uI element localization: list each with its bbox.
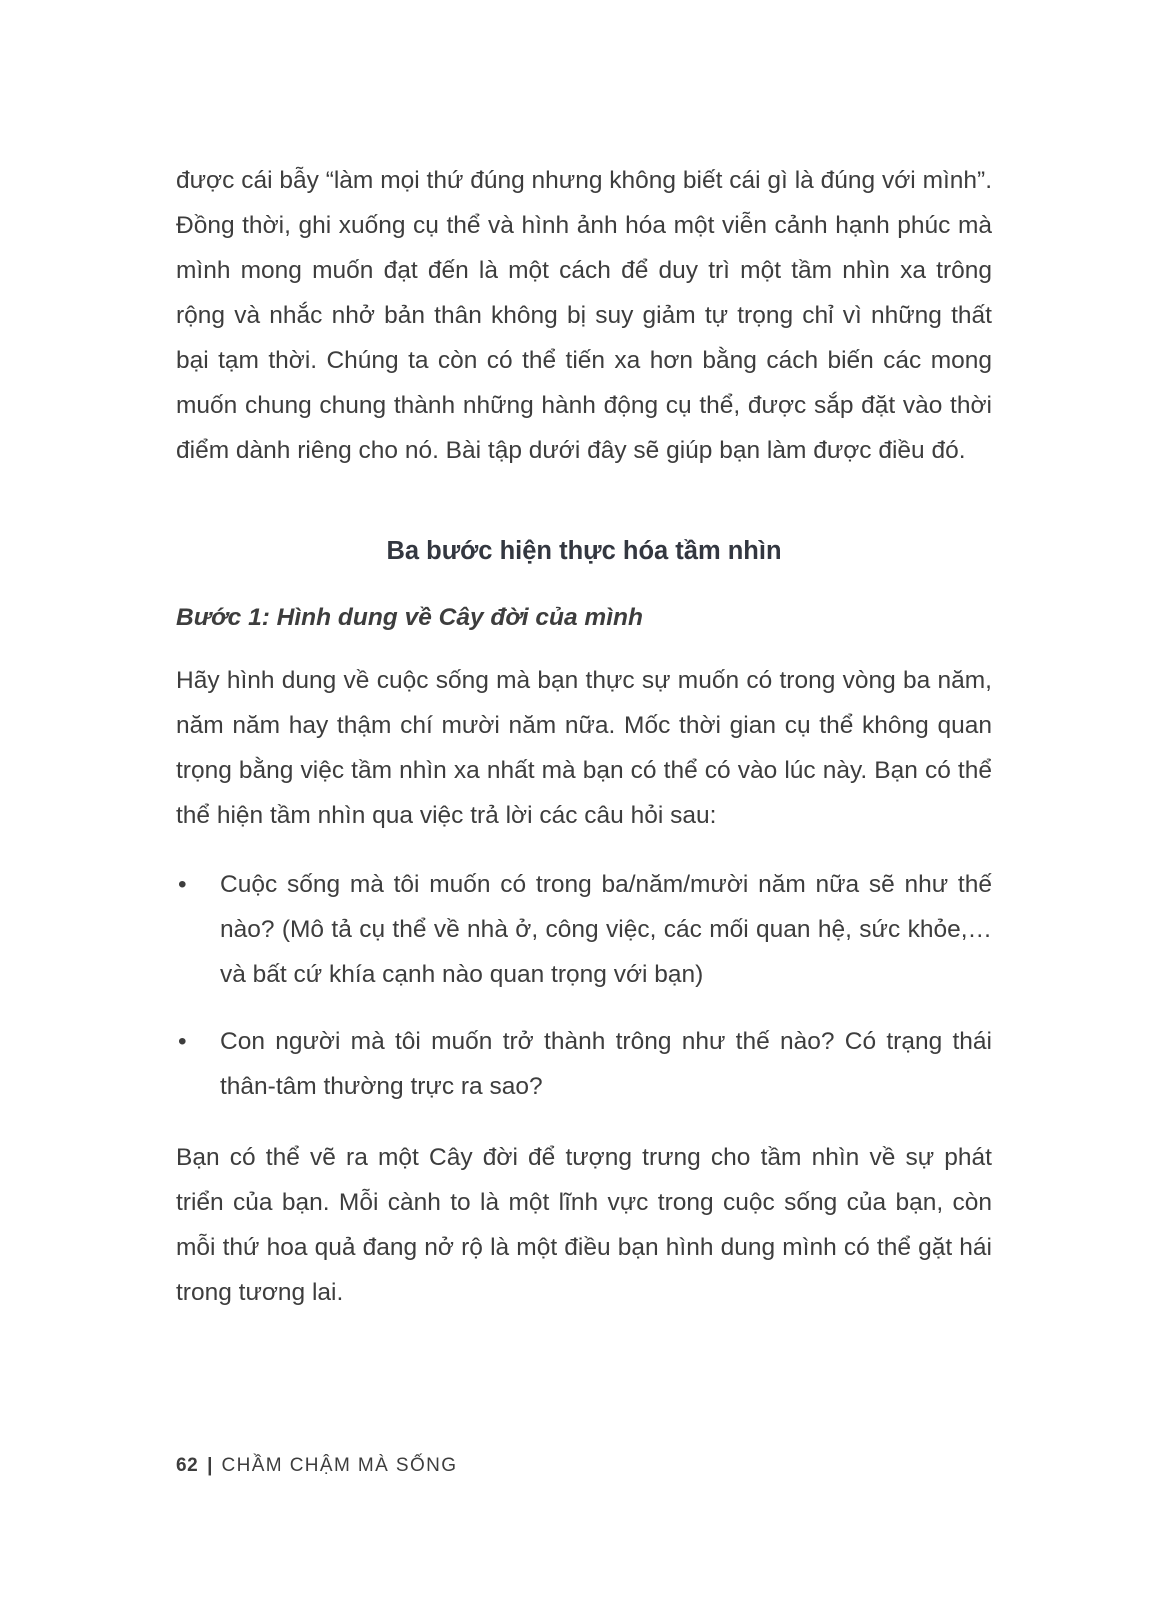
book-title: CHẦM CHẬM MÀ SỐNG bbox=[221, 1455, 458, 1476]
question-bullet-list bbox=[176, 862, 992, 1109]
paragraph-intro: được cái bẫy “làm mọi thứ đúng nhưng không biết cái gì là đúng với mình”. Đồng thời, ghi xuống cụ thể và hình ảnh hóa một viễn cảnh hạnh phúc mà mình mong muốn đạt đến là một cách để duy trì một tầm nhìn xa trông rộng và nhắc nhở bản thân không bị suy giảm tự trọng chỉ vì những thất bại tạm thời. Chúng ta còn có thể tiến xa hơn bằng cách biến các mong muốn chung chung thành những hành động cụ thể, được sắp đặt vào thời điểm dành riêng cho nó. Bài tập dưới đây sẽ giúp bạn làm được điều đó. bbox=[176, 167, 992, 464]
list-item bbox=[176, 862, 992, 997]
bullet-icon: • bbox=[178, 871, 187, 898]
section-heading: Ba bước hiện thực hóa tầm nhìn bbox=[386, 537, 782, 565]
page-number: 62 bbox=[176, 1455, 199, 1476]
paragraph-step-1: Hãy hình dung về cuộc sống mà bạn thực sự muốn có trong vòng ba năm, năm năm hay thậm chí mười năm nữa. Mốc thời gian cụ thể không quan trọng bằng việc tầm nhìn xa nhất mà bạn có thể có vào lúc này. Bạn có thể thể hiện tầm nhìn qua việc trả lời các câu hỏi sau: bbox=[176, 667, 992, 829]
bullet-text-person-question: Con người mà tôi muốn trở thành trông như thế nào? Có trạng thái thân-tâm thường trực ra sao? bbox=[220, 1028, 992, 1100]
step-1-subheading: Bước 1: Hình dung về Cây đời của mình bbox=[176, 604, 643, 631]
list-item bbox=[176, 1019, 992, 1109]
page-content bbox=[176, 158, 992, 1315]
footer-separator: | bbox=[207, 1455, 213, 1476]
bullet-text-life-question: Cuộc sống mà tôi muốn có trong ba/năm/mười năm nữa sẽ như thế nào? (Mô tả cụ thể về nhà ở, công việc, các mối quan hệ, sức khỏe,… và bất cứ khía cạnh nào quan trọng với bạn) bbox=[220, 871, 992, 988]
paragraph-tree-of-life: Bạn có thể vẽ ra một Cây đời để tượng trưng cho tầm nhìn về sự phát triển của bạn. Mỗi cành to là một lĩnh vực trong cuộc sống của bạn, còn mỗi thứ hoa quả đang nở rộ là một điều bạn hình dung mình có thể gặt hái trong tương lai. bbox=[176, 1144, 992, 1306]
page-footer bbox=[176, 1455, 457, 1477]
bullet-icon: • bbox=[178, 1028, 187, 1055]
